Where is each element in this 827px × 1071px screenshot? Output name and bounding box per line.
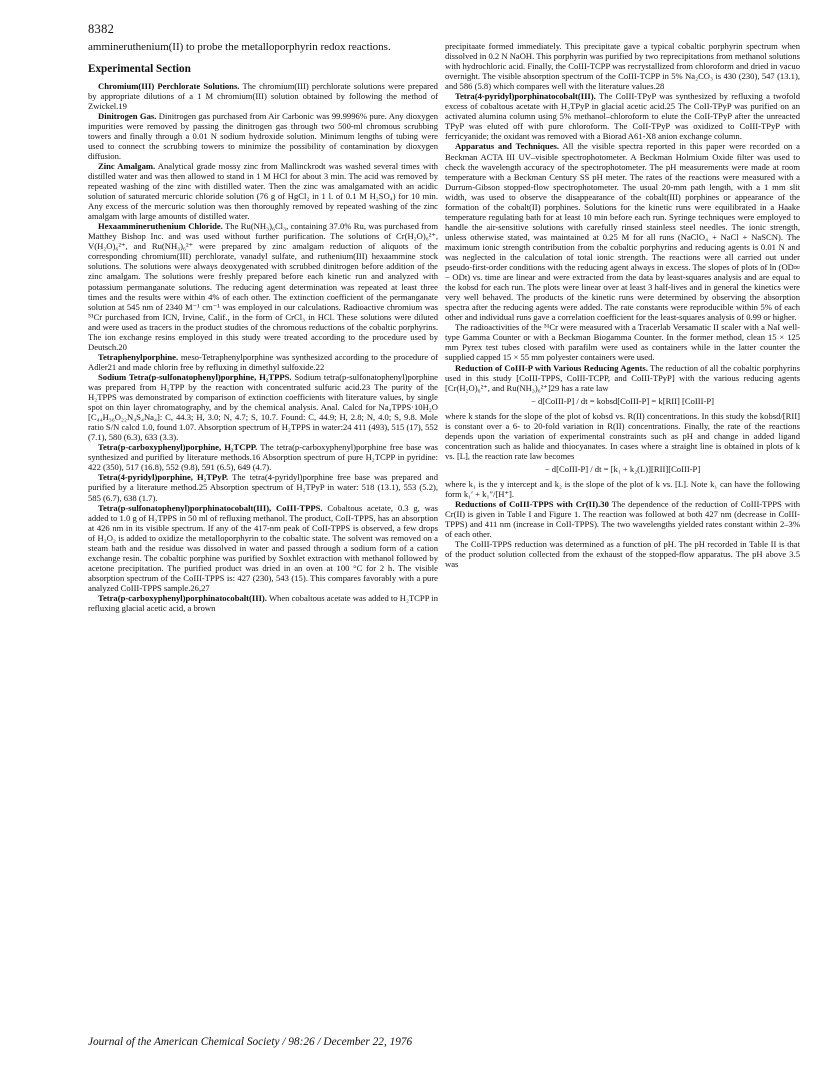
para-body: The chromium(III) perchlorate solutions were prepared by appropriate dilutions of a 1 M chromium(III) solution obtained by following the method of Zwickel.19 [88,80,438,111]
para-body: Sodium tetra(p-sulfonatophenyl)porphine was prepared from H₂TPP by the reaction with concentrated sulfuric acid.23 The purity of the H₂TPPS was demonstrated by comparison of extinction coefficients with literature values, by single spot on thin layer chromatography, and by the chemical analysis. Anal. Calcd for Na₄TPPS·10H₂O [C₄₄H₃₆O₂₂N₄S₄Na₄]: C, 44.3; H, 3.0; N, 4.7; S, 10.7. Found: C, 44.9; H, 2.8; N, 4.0; S, 9.8. Mole ratio S/N calcd 1.0, found 1.07. Absorption spectrum of H₂TPPS in water:24 411 (493), 515 (17), 552 (7.1), 580 (6.3), 633 (3.3). [88,371,438,443]
para-tpyp [88,472,438,502]
para-ph: The CoIII-TPPS reduction was determined as a function of pH. The pH recorded in Table II is that of the product solution collected from the exhaust of the stopped-flow apparatus. The pH above 3.5 was [445,539,800,570]
para-head: Hexaammineruthenium Chloride. [98,221,223,232]
para-cr-reduction [445,499,800,539]
para-apparatus [445,141,800,322]
para-head: Tetraphenylporphine. [98,351,179,362]
para-body: meso-Tetraphenylporphine was synthesized according to the procedure of Adler21 and made chlorin free by refluxing in dimethyl sulfoxide.22 [88,351,438,372]
para-co-tcpp [88,593,438,613]
para-intercept: where k₁ is the y intercept and k₂ is the slope of the plot of k vs. [L]. Note k₁ can have the following form k₁′ + k₁″/[H⁺]. [445,478,800,499]
para-head: Reduction of CoIII-P with Various Reducing Agents. [455,362,648,373]
para-radioactivity: The radioactivities of the ⁵¹Cr were measured with a Tracerlab Versamatic II scaler with a NaI well-type Gamma Counter or with a Beckman Biogamma Counter. In the former method, clean 15 × 125 mm Pyrex test tubes closed with parafilm were used as containers while in the latter counter the supplied capped 15 × 55 mm polyester containers were used. [445,322,800,363]
para-rate-discussion: where k stands for the slope of the plot of kobsd vs. R(II) concentrations. In this study the kobsd/[RII] is constant over a 6- to 20-fold variation in R(II) concentrations. Finally, the rate of the reactions depends upon the variation of experimental constraints such as pH and change in added ligand concentration such as halide and thiocyanates. In cases where a straight line is obtained in plots of k vs. [L], the reaction rate law becomes [445,410,800,461]
para-tpp [88,352,438,372]
rate-law-equation-2: − d[CoIII-P] / dt = [k₁ + k₂(L)][RII][CoIII-P] [544,463,701,474]
journal-footer: Journal of the American Chemical Society / 98:26 / December 22, 1976 [88,1036,413,1048]
para-chromium [88,81,438,111]
para-body: The tetra(4-pyridyl)porphine free base was prepared and purified by a literature method.25 Absorption spectrum of H₂TPyP in water: 518 (13.1), 553 (5.2), 585 (6.7), 638 (1.7). [88,472,439,503]
para-tpps [88,372,438,442]
para-dinitrogen [88,111,438,161]
para-tcpp [88,442,438,472]
para-body: The tetra(p-carboxyphenyl)porphine free base was synthesized and purified by literature methods.16 Absorption spectrum of pure H₂TCPP in pyridine: 422 (350), 517 (16.8), 552 (9.8), 591 (6.5), 649 (4.7). [88,442,438,473]
para-head: Zinc Amalgam. [98,160,156,171]
para-body: The CoIII-TPyP was synthesized by refluxing a twofold excess of cobaltous acetate with H₂TPyP in glacial acetic acid.25 The CoII-TPyP was purified on an activated alumina column using 5% methanol–chloroform to elute the CoII-TPyP after the unreacted TPyP was eluted off with pure chloroform. The CoII-TPyP was oxidized to CoIII-TPyP with ferricyanide; the oxidant was removed with a Biorad A61-X8 anion exchange column. [445,91,800,142]
para-body: The dependence of the reduction of CoIII-TPPS with Cr(II) is given in Table I and Figure 1. The reaction was followed at both 427 nm (decrease in CoIII-TPPS) and 411 nm (increase in CoII-TPPS). The two wavelengths yielded rates constant within 2–3% of each other. [445,498,800,540]
para-body: The reduction of all the cobaltic porphyrins used in this study [CoIII-TPPS, CoIII-TCPP, and CoIII-TPyP] with the various reducing agents [Cr(H₂O)₆²⁺, and Ru(NH₃)₆²⁺]29 has a rate law [445,362,800,393]
para-head: Tetra(p-sulfonatophenyl)porphinatocobalt(III), CoIII-TPPS. [98,502,323,513]
para-zinc [88,161,438,221]
para-body: The Ru(NH₃)₆Cl₃, containing 37.0% Ru, was purchased from Matthey Bishop Inc. and was used without further purification. The solutions of Cr(H₂O)₆²⁺, V(H₂O)₆²⁺, and Ru(NH₃)₆²⁺ were prepared by zinc amalgam reduction of aliquots of the corresponding chromium(III) perchlorate, vanadyl sulfate, and ruthenium(III) hexaammine stock solutions. The solutions were always deoxygenated with scrubbed dinitrogen before addition of the zinc amalgam. The solutions were freshly prepared before each kinetic run and analyzed with potassium permanganate solutions. The reducing agent determination was repeated at least three times and the results were within 4% of each other. The extinction coefficient of the permanganate solution at 545 nm of 2340 M⁻¹ cm⁻¹ was employed in our calculations. Radioactive chromium was ⁵¹Cr purchased from ICN, Irvine, Calif., in the form of CrCl₃ in HCl. These solutions were diluted and were used as tracers in the product studies of the chromous reductions of the cobaltic porphyrins. The ion exchange resins employed in this study were treated according to the procedure used by Deutsch.20 [88,221,439,352]
section-title: Experimental Section [88,62,191,75]
left-column [88,41,438,613]
intro-text: ammineruthenium(II) to probe the metalloporphyrin redox reactions. [88,41,391,53]
para-head: Sodium Tetra(p-sulfonatophenyl)porphine, H₂TPPS. [98,371,292,382]
rate-law-equation-1: − d[CoIII-P] / dt = kobsd[CoIII-P] = k[RII] [CoIII-P] [530,395,715,406]
para-head: Tetra(4-pyridyl)porphine, H₂TPyP. [98,472,229,483]
para-head: Chromium(III) Perchlorate Solutions. [98,80,240,91]
para-reduction [445,363,800,393]
para-ruthenium [88,221,438,352]
page-number: 8382 [88,22,115,36]
para-head: Tetra(p-carboxyphenyl)porphinatocobalt(III). [98,592,267,603]
para-head: Tetra(4-pyridyl)porphinatocobalt(III). [455,91,596,102]
para-co-tpps [88,503,438,593]
para-body: All the visible spectra reported in this paper were recorded on a Beckman ACTA III UV–visible spectrophotometer. A Beckman Holmium Oxide filter was used to check the wavelength accuracy of the spectrophotometer. The pH measurements were made at room temperature with a Beckman Century SS pH meter. The rates of the reactions were measured with a Durrum-Gibson stopped-flow spectrophotometer. The usual 20-mm path length, with a 1 mm slit width, was used to observe the disappearance of the cobalt(III) porphines or appearance of the formation of the cobalt(II) porphines. Solutions for the kinetic runs were equilibrated in a Haake temperature regulating bath for at least 10 min before each run. Syringe techniques were employed to handle the air-sensitive solutions with carefully rinsed stainless steel needles. The ionic strength, unless otherwise stated, was maintained at 0.25 M for all runs (NaClO₄ + NaCl + NaSCN). The maximum ionic strength contribution from the cobaltic porphyrins and reducing agents is 0.01 N and was neglected in the calculation of total ionic strength. The reactions were all carried out under pseudo-first-order conditions with the reducing agent always in excess. The slopes of plots of ln (OD∞ − ODt) vs. time are linear and were extracted from the data by least-squares analysis and are equal to the kobsd for each run. The plots were linear over at least 3 half-lives and in general the kinetics were very well behaved. The products of the kinetic runs were determined by observing the absorption spectra after the reducing agents were added. The rate constants were reproducible within 5% of each other and individual runs gave a correlation coefficient for the least-squares analysis of 0.99 or higher. [445,141,800,323]
para-body: Analytical grade mossy zinc from Mallinckrodt was washed several times with distilled water and was then allowed to stand in 1 M HCl for about 3 min. The acid was removed by repeated washing of the zinc with distilled water. Then the zinc was amalgamated with an acidic solution of saturated mercuric chloride solution (76 g of HgCl₂ in 1 l. of 0.1 M H₂SO₄) for 10 min. Any excess of the mercuric solution was then thoroughly removed by repeated washing of the zinc amalgam with large amounts of distilled water. [88,160,439,222]
para-head: Dinitrogen Gas. [98,110,157,121]
para-head: Apparatus and Techniques. [455,141,560,152]
para-body: Dinitrogen gas purchased from Air Carbonic was 99.9996% pure. Any dioxygen impurities were removed by passing the dinitrogen gas through two 500-ml chromous scrubbing towers and finally through a 0.01 N sodium hydroxide solution. Minimum lengths of tubing were used to connect the scrubbing towers to minimize the possibility of contamination by dioxygen diffusion. [88,110,438,161]
para-co-tpyp [445,91,800,141]
para-head: Reductions of CoIII-TPPS with Cr(II).30 [455,498,609,509]
para-continued: precipitaate formed immediately. This precipitate gave a typical cobaltic porphyrin spectrum when dissolved in 0.2 N NaOH. This porphyrin was purified by two reprecipitations from methanol solutions with hydrochloric acid. Finally, the CoIII-TCPP was recrystallized from chloroform and dried in vacuo overnight. The visible absorption spectrum of the CoIII-TCPP in 5% Na₂CO₃ is 430 (230), 547 (13.1), and 586 (5.8) which compares well with the literature values.28 [445,41,800,92]
para-body: Cobaltous acetate, 0.3 g, was added to 1.0 g of H₂TPPS in 50 ml of refluxing methanol. The product, CoII-TPPS, has an absorption at 426 nm in its visible spectrum. If any of the 417-nm peak of CoII-TPPS is observed, a few drops of H₂O₂ is added to oxidize the metalloporphyrin to the cobaltic state. The solvent was removed on a steam bath and the residue was dissolved in water and passed through a sodium form of a cation exchange resin. The cobaltic porphine was purified by Soxhlet extraction with methanol followed by acetone precipitation. The purified product was dried in an oven at 100 °C for 2 h. The visible absorption spectrum of the CoIII-TPPS is: 427 (230), 543 (15). This compares favorably with a pure analyzed CoIII-TPPS sample.26,27 [88,502,438,593]
para-body: When cobaltous acetate was added to H₂TCPP in refluxing glacial acetic acid, a brown [88,592,438,614]
para-head: Tetra(p-carboxyphenyl)porphine, H₂TCPP. [98,442,258,453]
right-column [445,41,800,569]
